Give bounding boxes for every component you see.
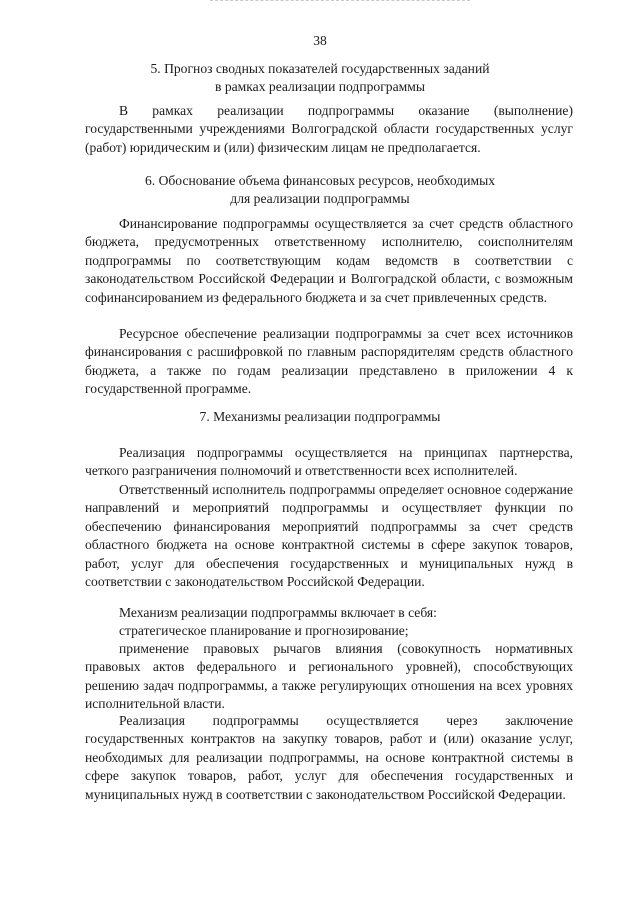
heading-line: 5. Прогноз сводных показателей государственных заданий	[150, 61, 490, 76]
section-6-heading	[60, 172, 580, 209]
section-6-paragraph-resources: Ресурсное обеспечение реализации подпрограммы за счет всех источников финансирования с расшифровкой по главным распорядителям средств областного бюджета, а также по годам реализации представлено в приложении 4 к государственной программе.	[85, 326, 573, 397]
heading-line: 7. Механизмы реализации подпрограммы	[199, 409, 441, 424]
heading-line: для реализации подпрограммы	[230, 191, 410, 207]
section-5-heading	[60, 60, 580, 97]
scan-edge-mark	[210, 0, 470, 4]
section-6-paragraph-financing: Финансирование подпрограммы осуществляется за счет средств областного бюджета, предусмотренных ответственному исполнителю, соисполнителям подпрограммы по соответствующим кодам ведомств в соответствии с законодательством Российской Федерации и Волгоградской области, с возможным софинансированием из федерального бюджета и за счет привлеченных средств.	[85, 216, 573, 305]
section-7-heading	[60, 408, 580, 426]
section-7-list-item-planning: стратегическое планирование и прогнозирование;	[119, 623, 409, 638]
section-7-paragraph-executor: Ответственный исполнитель подпрограммы определяет основное содержание направлений и мероприятий подпрограммы и осуществляет функции по обеспечению финансирования мероприятий подпрограммы за счет средств областного бюджета на основе контрактной системы в сфере закупок товаров, работ, услуг для обеспечения государственных и муниципальных нужд в соответствии с законодательством Российской Федерации.	[85, 482, 573, 590]
section-7-paragraph-mechanism: Механизм реализации подпрограммы включает в себя:	[119, 605, 437, 620]
section-7-paragraph-contracts: Реализация подпрограммы осуществляется через заключение государственных контрактов на закупку товаров, работ и (или) оказание услуг, необходимых для реализации подпрограммы, на основе контрактной системы в сфере закупок товаров, работ, услуг для обеспечения государственных и муниципальных нужд в соответствии с законодательством Российской Федерации.	[85, 713, 573, 802]
heading-line: 6. Обоснование объема финансовых ресурсов, необходимых	[144, 173, 496, 188]
section-5-paragraph: В рамках реализации подпрограммы оказание (выполнение) государственными учреждениями Волгоградской области государственных услуг (работ) юридическим и (или) физическим лицам не предполагается.	[85, 103, 573, 155]
page-number: 38	[313, 33, 327, 48]
section-7-list-item-legal: применение правовых рычагов влияния (совокупность нормативных правовых актов федерального и регионального уровней), способствующих решению задач подпрограммы, а также регулирующих отношения на всех уровнях исполнительной власти.	[85, 641, 573, 712]
section-7-paragraph-principles: Реализация подпрограммы осуществляется на принципах партнерства, четкого разграничения полномочий и ответственности всех исполнителей.	[85, 445, 573, 479]
heading-line: в рамках реализации подпрограммы	[215, 79, 425, 95]
